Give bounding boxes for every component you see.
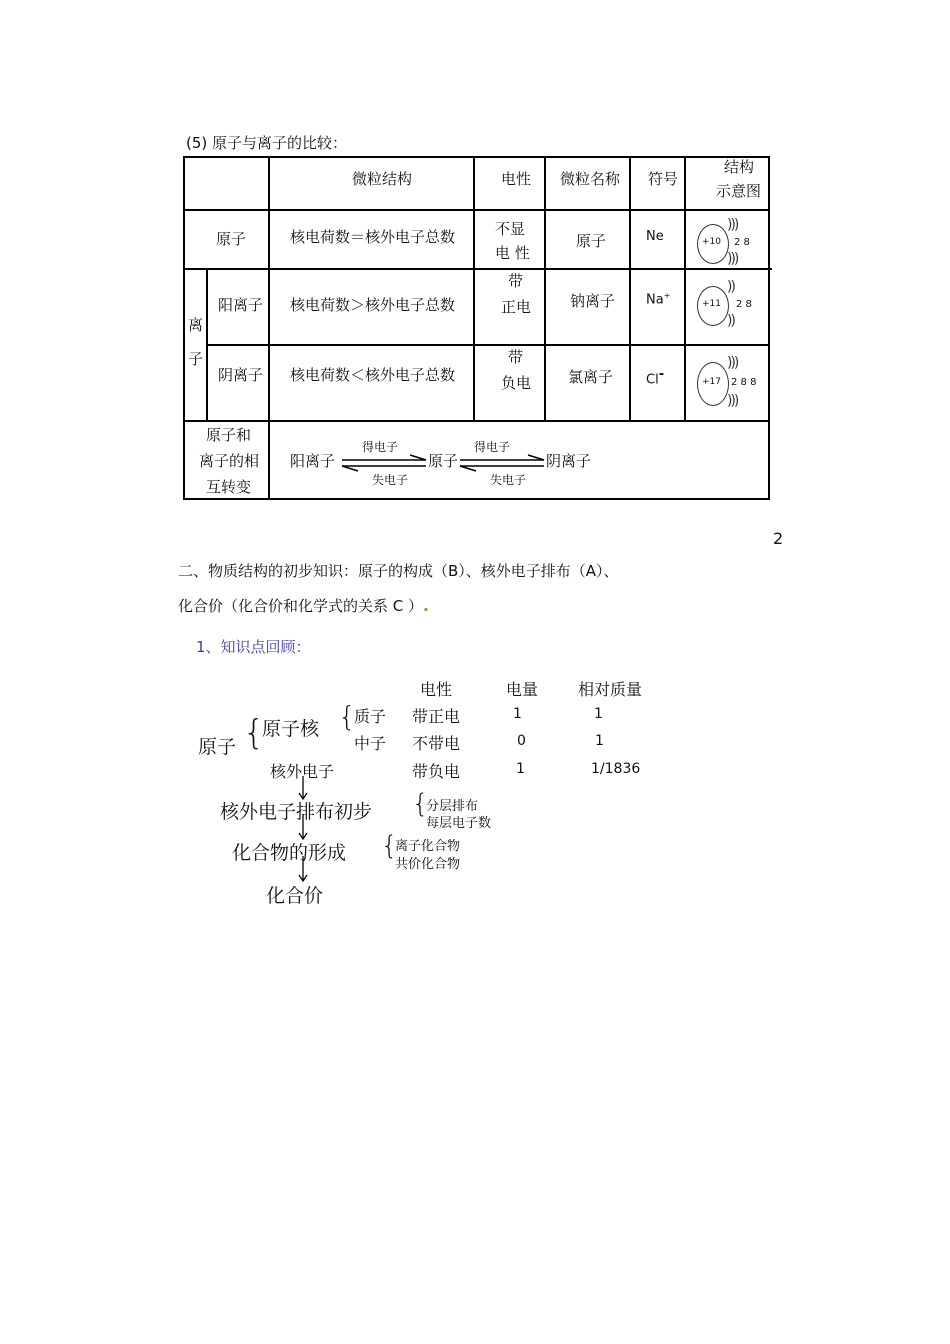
layering-label: 分层排布: [426, 799, 479, 814]
proton-label: 质子: [354, 707, 387, 726]
header-symbol: 符号: [648, 170, 679, 188]
equilibrium-arrow-1: [340, 454, 428, 474]
proton-mass: 1: [594, 706, 603, 722]
per-layer-label: 每层电子数: [426, 816, 492, 831]
section-title: (5) 原子与离子的比较：: [186, 134, 348, 152]
conversion-lose-2: 失电子: [490, 473, 527, 487]
conversion-atom: 原子: [428, 452, 459, 470]
nucleus-label: 原子核: [262, 718, 320, 740]
row-atom-name: 原子: [576, 232, 607, 250]
electron-mass: 1/1836: [591, 761, 641, 777]
brace-atom: {: [243, 713, 265, 753]
electron-charge: 带负电: [412, 762, 461, 781]
conversion-label-1: 原子和: [206, 426, 252, 444]
header-diagram-line1: 结构: [724, 158, 755, 176]
row-anion-charge-2: 负电: [501, 374, 532, 392]
conversion-cation: 阳离子: [290, 452, 336, 470]
header-structure: 微粒结构: [352, 170, 413, 188]
col-amount: 电量: [506, 680, 539, 699]
row-cation-name: 钠离子: [570, 292, 616, 310]
ion-group-char-1: 离: [188, 316, 204, 334]
conversion-lose-1: 失电子: [372, 473, 409, 487]
neutron-amount: 0: [517, 733, 526, 749]
conversion-label-2: 离子的相: [199, 452, 260, 470]
brace-nucleus: {: [338, 700, 356, 733]
header-name: 微粒名称: [560, 170, 621, 188]
conversion-gain-2: 得电子: [474, 440, 511, 454]
covalent-compound-label: 共价化合物: [395, 857, 461, 872]
row-anion-charge-1: 带: [508, 348, 524, 366]
row-anion-label: 阴离子: [218, 366, 264, 384]
section2-line1: 二、物质结构的初步知识：原子的构成（B）、核外电子排布（A）、: [178, 562, 619, 580]
proton-amount: 1: [513, 706, 522, 722]
electron-label: 核外电子: [270, 762, 335, 781]
atom-label: 原子: [198, 736, 237, 758]
row-atom-symbol: Ne: [646, 229, 664, 244]
review-heading: 1、知识点回顾：: [196, 638, 311, 656]
neutron-charge: 不带电: [412, 734, 461, 753]
section2-line2: 化合价（化合价和化学式的关系 C ）.: [178, 597, 429, 615]
ionic-compound-label: 离子化合物: [395, 839, 461, 854]
brace-arrangement: {: [412, 789, 429, 819]
flow-arrows: [296, 776, 310, 886]
col-mass: 相对质量: [578, 680, 643, 699]
row-cation-structure: 核电荷数＞核外电子总数: [290, 296, 456, 314]
neutron-label: 中子: [354, 734, 387, 753]
row-atom-structure: 核电荷数＝核外电子总数: [290, 228, 456, 246]
conversion-gain-1: 得电子: [362, 440, 399, 454]
header-diagram-line2: 示意图: [716, 182, 762, 200]
neutron-mass: 1: [595, 733, 604, 749]
conversion-anion: 阴离子: [546, 452, 592, 470]
row-cation-symbol: Na+: [646, 291, 671, 308]
row-atom-charge-1: 不显: [495, 220, 526, 238]
row-cation-charge-1: 带: [508, 272, 524, 290]
row-anion-structure: 核电荷数＜核外电子总数: [290, 366, 456, 384]
row-anion-name: 氯离子: [568, 368, 614, 386]
header-charge: 电性: [501, 170, 532, 188]
compound-label: 化合物的形成: [232, 842, 347, 864]
proton-charge: 带正电: [412, 707, 461, 726]
page-number: 2: [773, 529, 784, 548]
row-atom-label: 原子: [216, 230, 247, 248]
row-cation-label: 阳离子: [218, 296, 264, 314]
conversion-label-3: 互转变: [206, 478, 252, 496]
col-charge: 电性: [420, 680, 453, 699]
ion-group-char-2: 子: [188, 350, 204, 368]
brace-compound: {: [381, 831, 398, 861]
equilibrium-arrow-2: [458, 454, 546, 474]
row-cation-charge-2: 正电: [501, 298, 532, 316]
row-anion-symbol: Cl-: [646, 367, 665, 388]
row-atom-charge-2: 电 性: [495, 244, 530, 262]
arrangement-label: 核外电子排布初步: [220, 801, 373, 823]
electron-amount: 1: [516, 761, 525, 777]
valence-label: 化合价: [266, 885, 324, 907]
